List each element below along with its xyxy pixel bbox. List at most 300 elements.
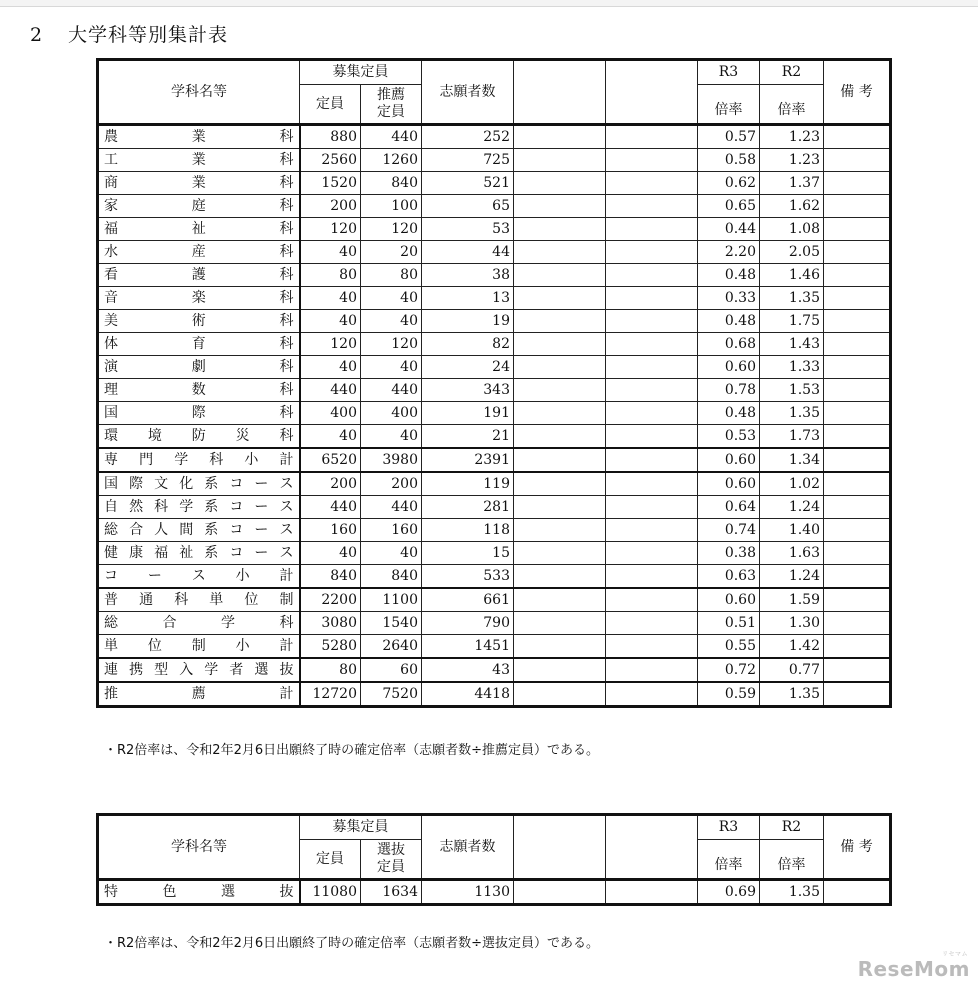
dept-name-text: 体 育 科 [104,336,294,352]
dept-name [98,125,300,149]
table-row [98,565,891,589]
applicants-cell: 281 [422,496,514,519]
dept-name [98,612,300,635]
r3-ratio-cell: 0.64 [698,496,760,519]
r2-ratio-cell: 1.30 [760,612,824,635]
applicants-cell: 24 [422,356,514,379]
dept-name-text: 専 門 学 科 小 計 [104,452,294,468]
r2-ratio-cell: 1.53 [760,379,824,402]
capacity-cell: 1520 [300,172,361,195]
blank-cell [606,682,698,707]
resemom-logo [857,951,970,981]
blank-cell [514,356,606,379]
table-row [98,880,891,905]
sub-capacity-cell: 20 [361,241,422,264]
applicants-cell: 790 [422,612,514,635]
r2-ratio-cell: 0.77 [760,658,824,682]
table-row [98,379,891,402]
capacity-cell: 40 [300,542,361,565]
capacity-cell: 2560 [300,149,361,172]
r2-ratio-cell: 1.63 [760,542,824,565]
r2-ratio-cell: 1.23 [760,125,824,149]
dept-name-text: 音 楽 科 [104,290,294,306]
blank-cell [606,472,698,496]
applicants-cell: 252 [422,125,514,149]
capacity-cell: 40 [300,356,361,379]
dept-name-text: 美 術 科 [104,313,294,329]
dept-name [98,542,300,565]
blank-cell [606,588,698,612]
r2-ratio-cell: 1.59 [760,588,824,612]
dept-name-text: 工 業 科 [104,152,294,168]
r2-ratio-cell: 1.02 [760,472,824,496]
dept-name [98,149,300,172]
blank-cell [606,149,698,172]
dept-name [98,425,300,449]
blank-cell [606,880,698,905]
blank-cell [606,172,698,195]
blank-cell [514,658,606,682]
blank-cell [514,472,606,496]
remarks-cell [824,519,891,542]
r3-ratio-cell: 0.69 [698,880,760,905]
header-capacity: 定員 [300,840,361,880]
blank-cell [606,333,698,356]
header-capacity-group: 募集定員 [300,815,422,840]
capacity-cell: 6520 [300,448,361,472]
blank-cell [606,287,698,310]
r2-ratio-cell: 1.37 [760,172,824,195]
top-edge [0,0,978,7]
sub-capacity-cell: 2640 [361,635,422,659]
blank-cell [514,542,606,565]
section-title: 大学科等別集計表 [68,24,229,46]
applicants-cell: 2391 [422,448,514,472]
dept-name [98,172,300,195]
blank-cell [514,588,606,612]
r3-ratio-cell: 0.38 [698,542,760,565]
applicants-cell: 191 [422,402,514,425]
r2-ratio-cell: 1.75 [760,310,824,333]
table-row [98,333,891,356]
table-row [98,658,891,682]
capacity-cell: 200 [300,472,361,496]
table-row [98,519,891,542]
dept-name [98,588,300,612]
blank-cell [514,425,606,449]
remarks-cell [824,125,891,149]
blank-cell [606,264,698,287]
header-sel-capacity: 選抜 定員 [361,840,422,880]
applicants-cell: 725 [422,149,514,172]
remarks-cell [824,565,891,589]
table-row [98,448,891,472]
r3-ratio-cell: 0.59 [698,682,760,707]
dept-name-text: コ ー ス 小 計 [104,568,294,584]
capacity-cell: 5280 [300,635,361,659]
dept-name [98,264,300,287]
section-number: 2 [30,24,44,46]
header-r3-ratio: 倍率 [698,840,760,880]
blank-cell [514,635,606,659]
sub-capacity-cell: 100 [361,195,422,218]
r2-ratio-cell: 1.35 [760,287,824,310]
capacity-cell: 880 [300,125,361,149]
remarks-cell [824,880,891,905]
dept-name [98,496,300,519]
applicants-cell: 119 [422,472,514,496]
header-capacity-group: 募集定員 [300,60,422,85]
blank-cell [606,496,698,519]
capacity-cell: 400 [300,402,361,425]
table-row [98,218,891,241]
recommendation-table [96,58,892,708]
table-row [98,472,891,496]
r3-ratio-cell: 0.60 [698,448,760,472]
sub-capacity-cell: 840 [361,565,422,589]
r3-ratio-cell: 0.62 [698,172,760,195]
header-applicants: 志願者数 [422,815,514,880]
dept-name-text: 推 薦 計 [104,686,294,702]
dept-name-text: 普 通 科 単 位 制 [104,592,294,608]
sub-capacity-cell: 440 [361,496,422,519]
sub-capacity-cell: 1540 [361,612,422,635]
r2-ratio-cell: 1.24 [760,565,824,589]
applicants-cell: 65 [422,195,514,218]
r3-ratio-cell: 0.33 [698,287,760,310]
applicants-cell: 521 [422,172,514,195]
header-blank-1 [514,815,606,880]
blank-cell [606,125,698,149]
header-r2-ratio: 倍率 [760,840,824,880]
blank-cell [514,149,606,172]
r3-ratio-cell: 0.60 [698,472,760,496]
dept-name [98,682,300,707]
sub-capacity-cell: 160 [361,519,422,542]
dept-name-text: 総 合 人 間 系 コ ー ス [104,522,294,538]
remarks-cell [824,218,891,241]
blank-cell [514,218,606,241]
blank-cell [514,379,606,402]
header-r3: R3 [698,60,760,85]
r2-ratio-cell: 1.34 [760,448,824,472]
dept-name [98,241,300,264]
table-row [98,612,891,635]
table-row [98,402,891,425]
remarks-cell [824,682,891,707]
table-row [98,195,891,218]
r3-ratio-cell: 0.53 [698,425,760,449]
sub-capacity-cell: 3980 [361,448,422,472]
r2-ratio-cell: 1.43 [760,333,824,356]
sub-capacity-cell: 440 [361,379,422,402]
applicants-cell: 118 [422,519,514,542]
r3-ratio-cell: 0.63 [698,565,760,589]
table-row [98,542,891,565]
blank-cell [514,448,606,472]
applicants-cell: 43 [422,658,514,682]
blank-cell [514,195,606,218]
sub-capacity-cell: 80 [361,264,422,287]
capacity-cell: 840 [300,565,361,589]
blank-cell [514,310,606,333]
sub-capacity-cell: 120 [361,218,422,241]
sub-capacity-cell: 40 [361,425,422,449]
dept-name-text: 水 産 科 [104,244,294,260]
remarks-cell [824,287,891,310]
blank-cell [606,356,698,379]
remarks-cell [824,472,891,496]
table-row [98,149,891,172]
applicants-cell: 19 [422,310,514,333]
r3-ratio-cell: 0.58 [698,149,760,172]
r3-ratio-cell: 0.68 [698,333,760,356]
blank-cell [514,682,606,707]
table-row [98,172,891,195]
blank-cell [514,264,606,287]
dept-name-text: 健 康 福 祉 系 コ ー ス [104,545,294,561]
table-row [98,496,891,519]
blank-cell [514,519,606,542]
sub-capacity-cell: 40 [361,356,422,379]
capacity-cell: 160 [300,519,361,542]
header-rec-capacity: 推薦 定員 [361,85,422,125]
r2-ratio-cell: 1.35 [760,682,824,707]
blank-cell [514,612,606,635]
blank-cell [514,565,606,589]
r2-ratio-cell: 2.05 [760,241,824,264]
blank-cell [606,635,698,659]
capacity-cell: 3080 [300,612,361,635]
table-row [98,682,891,707]
dept-name [98,880,300,905]
dept-name [98,287,300,310]
header-remarks: 備 考 [824,815,891,880]
capacity-cell: 40 [300,287,361,310]
applicants-cell: 4418 [422,682,514,707]
dept-name-text: 福 祉 科 [104,221,294,237]
applicants-cell: 15 [422,542,514,565]
dept-name-text: 家 庭 科 [104,198,294,214]
note-1: ・R2倍率は、令和2年2月6日出願終了時の確定倍率（志願者数÷推薦定員）である。 [104,743,600,758]
r3-ratio-cell: 0.57 [698,125,760,149]
table-row [98,635,891,659]
dept-name [98,472,300,496]
r3-ratio-cell: 0.65 [698,195,760,218]
blank-cell [514,496,606,519]
dept-name-text: 理 数 科 [104,382,294,398]
dept-name-text: 演 劇 科 [104,359,294,375]
sub-capacity-cell: 1634 [361,880,422,905]
sub-capacity-cell: 120 [361,333,422,356]
dept-name [98,402,300,425]
dept-name [98,310,300,333]
remarks-cell [824,310,891,333]
logo-text: ReseMom [857,957,970,981]
r2-ratio-cell: 1.33 [760,356,824,379]
header-blank-2 [606,815,698,880]
remarks-cell [824,588,891,612]
r3-ratio-cell: 0.48 [698,310,760,333]
r2-ratio-cell: 1.23 [760,149,824,172]
header-blank-2 [606,60,698,125]
blank-cell [514,402,606,425]
capacity-cell: 80 [300,264,361,287]
blank-cell [606,402,698,425]
header-dept: 学科名等 [98,815,300,880]
blank-cell [606,519,698,542]
applicants-cell: 343 [422,379,514,402]
remarks-cell [824,542,891,565]
capacity-cell: 80 [300,658,361,682]
dept-name-text: 総 合 学 科 [104,615,294,631]
header-applicants: 志願者数 [422,60,514,125]
r2-ratio-cell: 1.62 [760,195,824,218]
blank-cell [514,333,606,356]
r3-ratio-cell: 0.44 [698,218,760,241]
sub-capacity-cell: 40 [361,287,422,310]
remarks-cell [824,172,891,195]
sub-capacity-cell: 200 [361,472,422,496]
dept-name-text: 特 色 選 抜 [104,884,294,900]
header-remarks: 備 考 [824,60,891,125]
dept-name [98,448,300,472]
table-row [98,241,891,264]
dept-name-text: 環 境 防 災 科 [104,428,294,444]
blank-cell [606,310,698,333]
dept-name [98,519,300,542]
capacity-cell: 440 [300,379,361,402]
sub-capacity-cell: 40 [361,310,422,333]
capacity-cell: 40 [300,310,361,333]
remarks-cell [824,241,891,264]
dept-name-text: 連 携 型 入 学 者 選 抜 [104,662,294,678]
blank-cell [514,287,606,310]
header-r2: R2 [760,815,824,840]
header-r2-ratio: 倍率 [760,85,824,125]
applicants-cell: 53 [422,218,514,241]
dept-name-text: 看 護 科 [104,267,294,283]
special-selection-table [96,813,892,906]
capacity-cell: 12720 [300,682,361,707]
note-2: ・R2倍率は、令和2年2月6日出願終了時の確定倍率（志願者数÷選抜定員）である。 [104,936,600,951]
capacity-cell: 40 [300,425,361,449]
blank-cell [606,218,698,241]
r2-ratio-cell: 1.35 [760,402,824,425]
blank-cell [606,448,698,472]
header-r3: R3 [698,815,760,840]
r3-ratio-cell: 0.48 [698,264,760,287]
dept-name [98,356,300,379]
table-row [98,287,891,310]
remarks-cell [824,402,891,425]
logo-kana: リセマム [942,951,968,958]
sub-capacity-cell: 7520 [361,682,422,707]
r2-ratio-cell: 1.42 [760,635,824,659]
blank-cell [514,125,606,149]
capacity-cell: 200 [300,195,361,218]
remarks-cell [824,635,891,659]
table-row [98,588,891,612]
remarks-cell [824,425,891,449]
dept-name [98,195,300,218]
dept-name [98,635,300,659]
header-blank-1 [514,60,606,125]
dept-name-text: 商 業 科 [104,175,294,191]
dept-name-text: 国 際 文 化 系 コ ー ス [104,476,294,492]
sub-capacity-cell: 1100 [361,588,422,612]
header-r2: R2 [760,60,824,85]
applicants-cell: 533 [422,565,514,589]
sub-capacity-cell: 40 [361,542,422,565]
table-row [98,310,891,333]
remarks-cell [824,195,891,218]
r3-ratio-cell: 0.78 [698,379,760,402]
dept-name-text: 自 然 科 学 系 コ ー ス [104,499,294,515]
dept-name [98,218,300,241]
header-dept: 学科名等 [98,60,300,125]
blank-cell [514,172,606,195]
page-title [30,20,228,47]
r3-ratio-cell: 0.60 [698,356,760,379]
applicants-cell: 661 [422,588,514,612]
blank-cell [606,195,698,218]
remarks-cell [824,356,891,379]
r3-ratio-cell: 0.55 [698,635,760,659]
header-r3-ratio: 倍率 [698,85,760,125]
applicants-cell: 38 [422,264,514,287]
capacity-cell: 120 [300,333,361,356]
dept-name-text: 国 際 科 [104,405,294,421]
table-row [98,264,891,287]
remarks-cell [824,379,891,402]
r2-ratio-cell: 1.35 [760,880,824,905]
blank-cell [514,241,606,264]
sub-capacity-cell: 1260 [361,149,422,172]
dept-name-text: 農 業 科 [104,129,294,145]
table-row [98,425,891,449]
applicants-cell: 1451 [422,635,514,659]
sub-capacity-cell: 60 [361,658,422,682]
table-row [98,125,891,149]
r3-ratio-cell: 0.60 [698,588,760,612]
capacity-cell: 2200 [300,588,361,612]
r2-ratio-cell: 1.46 [760,264,824,287]
capacity-cell: 40 [300,241,361,264]
dept-name [98,658,300,682]
r3-ratio-cell: 0.72 [698,658,760,682]
header-capacity: 定員 [300,85,361,125]
blank-cell [606,241,698,264]
applicants-cell: 82 [422,333,514,356]
applicants-cell: 44 [422,241,514,264]
sub-capacity-cell: 440 [361,125,422,149]
r3-ratio-cell: 0.48 [698,402,760,425]
applicants-cell: 1130 [422,880,514,905]
r3-ratio-cell: 0.51 [698,612,760,635]
applicants-cell: 21 [422,425,514,449]
blank-cell [606,379,698,402]
table-row [98,356,891,379]
applicants-cell: 13 [422,287,514,310]
r2-ratio-cell: 1.40 [760,519,824,542]
r3-ratio-cell: 0.74 [698,519,760,542]
remarks-cell [824,496,891,519]
dept-name [98,379,300,402]
remarks-cell [824,333,891,356]
remarks-cell [824,149,891,172]
capacity-cell: 440 [300,496,361,519]
